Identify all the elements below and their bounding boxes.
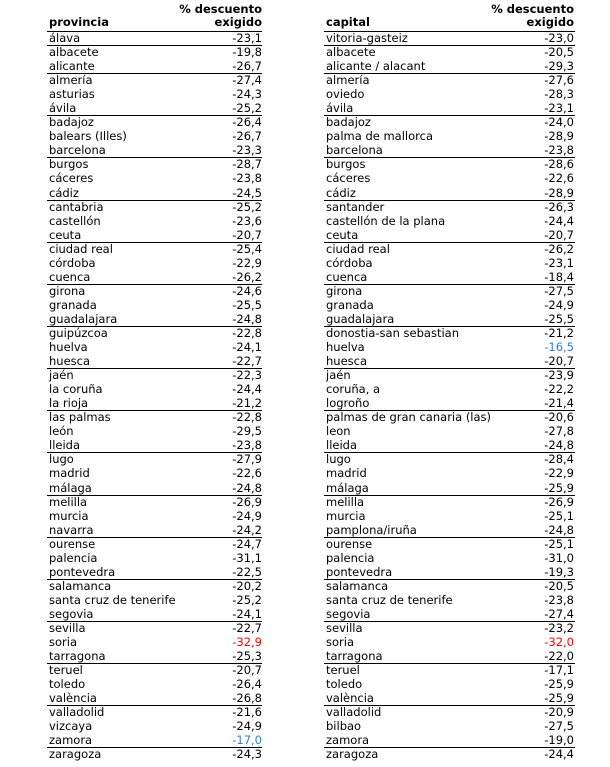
capital-cell: ceuta (326, 227, 359, 242)
provincia-cell: albacete (49, 45, 99, 60)
capital-cell: valladolid (326, 705, 382, 720)
pct-capital-cell: -24,8 (544, 438, 574, 453)
pct-capital-cell: -23,2 (544, 620, 574, 635)
table-row (0, 509, 610, 523)
pct-capital-cell: -19,0 (544, 733, 574, 748)
provincia-cell: vizcaya (49, 719, 93, 734)
pct-provincia-cell: -25,5 (232, 297, 262, 312)
table-row (0, 607, 610, 621)
capital-cell: alicante / alacant (326, 59, 426, 74)
provincia-cell: ceuta (49, 227, 82, 242)
pct-provincia-cell: -22,8 (232, 410, 262, 425)
capital-cell: teruel (326, 663, 360, 678)
pct-provincia-cell: -20,7 (232, 663, 262, 678)
capital-cell: pontevedra (326, 564, 393, 579)
provincia-cell: murcia (49, 508, 89, 523)
pct-provincia-cell: -26,8 (232, 691, 262, 706)
pct-capital-cell: -24,4 (544, 747, 574, 762)
pct-capital-cell: -24,9 (544, 297, 574, 312)
capital-cell: huelva (326, 340, 365, 355)
capital-cell: granada (326, 297, 374, 312)
header-capital: capital (326, 15, 370, 29)
provincia-cell: ourense (49, 536, 96, 551)
provincia-cell: ávila (49, 101, 77, 116)
table-row (0, 410, 610, 424)
pct-capital-cell: -22,2 (544, 382, 574, 397)
provincia-cell: almería (49, 73, 93, 88)
capital-cell: segovia (326, 606, 371, 621)
capital-cell: zamora (326, 733, 370, 748)
pct-provincia-cell: -28,7 (232, 157, 262, 172)
pct-provincia-cell: -24,8 (232, 311, 262, 326)
provincia-cell: teruel (49, 663, 83, 678)
pct-capital-cell: -16,5 (544, 340, 574, 355)
pct-capital-cell: -31,0 (544, 550, 574, 565)
pct-capital-cell: -25,9 (544, 677, 574, 692)
pct-capital-cell: -28,9 (544, 185, 574, 200)
pct-capital-cell: -20,5 (544, 45, 574, 60)
pct-provincia-cell: -20,2 (232, 578, 262, 593)
table-row (0, 143, 610, 157)
provincia-cell: león (49, 424, 74, 439)
provincia-cell: asturias (49, 87, 95, 102)
pct-provincia-cell: -19,8 (232, 45, 262, 60)
provincia-cell: málaga (49, 480, 92, 495)
table-row (0, 312, 610, 326)
table-row (0, 101, 610, 115)
pct-provincia-cell: -22,8 (232, 325, 262, 340)
pct-provincia-cell: -29,5 (232, 424, 262, 439)
capital-cell: lugo (326, 452, 351, 467)
pct-capital-cell: -23,1 (544, 101, 574, 116)
table-row (0, 621, 610, 635)
capital-cell: donostia-san sebastian (326, 325, 459, 340)
pct-capital-cell: -24,0 (544, 115, 574, 130)
provincia-cell: la rioja (49, 396, 89, 411)
provincia-cell: segovia (49, 606, 94, 621)
pct-provincia-cell: -22,3 (232, 368, 262, 383)
provincia-cell: badajoz (49, 115, 94, 130)
table-row (0, 59, 610, 73)
table-row (0, 705, 610, 719)
pct-provincia-cell: -23,8 (232, 438, 262, 453)
pct-provincia-cell: -26,7 (232, 129, 262, 144)
pct-capital-cell: -25,9 (544, 480, 574, 495)
capital-cell: zaragoza (326, 747, 379, 762)
table-row (0, 354, 610, 368)
pct-capital-cell: -22,9 (544, 466, 574, 481)
pct-provincia-cell: -24,2 (232, 522, 262, 537)
provincia-cell: zamora (49, 733, 93, 748)
header-pct-provincia-line2: exigido (214, 15, 262, 29)
pct-capital-cell: -22,6 (544, 171, 574, 186)
capital-cell: palmas de gran canaria (las) (326, 410, 492, 425)
pct-capital-cell: -17,1 (544, 663, 574, 678)
table-row (0, 214, 610, 228)
table-row (0, 45, 610, 59)
table-row (0, 635, 610, 649)
table-row (0, 523, 610, 537)
capital-cell: soria (326, 635, 354, 650)
pct-provincia-cell: -24,9 (232, 508, 262, 523)
pct-capital-cell: -26,2 (544, 241, 574, 256)
table-row (0, 200, 610, 214)
capital-cell: santa cruz de tenerife (326, 592, 453, 607)
capital-cell: cáceres (326, 171, 371, 186)
table-row (0, 340, 610, 354)
pct-capital-cell: -20,7 (544, 354, 574, 369)
pct-provincia-cell: -26,4 (232, 677, 262, 692)
capital-cell: córdoba (326, 255, 373, 270)
pct-capital-cell: -27,5 (544, 719, 574, 734)
provincia-cell: ciudad real (49, 241, 113, 256)
provincia-cell: castellón (49, 213, 101, 228)
provincia-cell: melilla (49, 494, 88, 509)
provincia-cell: palencia (49, 550, 98, 565)
pct-capital-cell: -27,6 (544, 73, 574, 88)
pct-provincia-cell: -22,5 (232, 564, 262, 579)
table-row (0, 129, 610, 143)
capital-cell: ourense (326, 536, 373, 551)
capital-cell: pamplona/iruña (326, 522, 417, 537)
pct-capital-cell: -28,9 (544, 129, 574, 144)
table-row (0, 73, 610, 87)
capital-cell: almería (326, 73, 370, 88)
capital-cell: santander (326, 199, 385, 214)
provincia-cell: burgos (49, 157, 89, 172)
capital-cell: ávila (326, 101, 354, 116)
capital-cell: coruña, a (326, 382, 381, 397)
provincia-cell: granada (49, 297, 97, 312)
table-row (0, 593, 610, 607)
pct-capital-cell: -27,8 (544, 424, 574, 439)
pct-capital-cell: -22,0 (544, 649, 574, 664)
table-row (0, 87, 610, 101)
pct-capital-cell: -24,8 (544, 522, 574, 537)
provincia-cell: lugo (49, 452, 74, 467)
table-row (0, 270, 610, 284)
pct-capital-cell: -28,4 (544, 452, 574, 467)
provincia-cell: la coruña (49, 382, 103, 397)
provincia-cell: barcelona (49, 143, 106, 158)
pct-capital-cell: -29,3 (544, 59, 574, 74)
pct-provincia-cell: -24,3 (232, 87, 262, 102)
pct-capital-cell: -23,1 (544, 255, 574, 270)
table-row (0, 242, 610, 256)
table-row (0, 537, 610, 551)
capital-cell: tarragona (326, 649, 383, 664)
pct-provincia-cell: -27,9 (232, 452, 262, 467)
capital-cell: melilla (326, 494, 365, 509)
provincia-cell: huelva (49, 340, 88, 355)
table-row (0, 368, 610, 382)
pct-provincia-cell: -22,6 (232, 466, 262, 481)
capital-cell: toledo (326, 677, 363, 692)
provincia-cell: soria (49, 635, 77, 650)
table-header (0, 0, 610, 31)
pct-capital-cell: -26,3 (544, 199, 574, 214)
pct-capital-cell: -23,8 (544, 143, 574, 158)
provincia-cell: alicante (49, 59, 95, 74)
pct-capital-cell: -28,6 (544, 157, 574, 172)
table-row (0, 677, 610, 691)
capital-cell: bilbao (326, 719, 362, 734)
table-row (0, 466, 610, 480)
table-row (0, 691, 610, 705)
pct-provincia-cell: -23,6 (232, 213, 262, 228)
table-row (0, 452, 610, 466)
capital-cell: burgos (326, 157, 366, 172)
provincia-cell: córdoba (49, 255, 96, 270)
pct-capital-cell: -20,9 (544, 705, 574, 720)
table-row (0, 396, 610, 410)
pct-provincia-cell: -20,7 (232, 227, 262, 242)
provincia-cell: cáceres (49, 171, 94, 186)
capital-cell: cádiz (326, 185, 356, 200)
table-row (0, 438, 610, 452)
provincia-cell: balears (Illes) (49, 129, 127, 144)
pct-capital-cell: -25,9 (544, 691, 574, 706)
table-row (0, 733, 610, 747)
pct-capital-cell: -19,3 (544, 564, 574, 579)
table-row (0, 565, 610, 579)
pct-provincia-cell: -25,3 (232, 649, 262, 664)
provincia-cell: girona (49, 283, 86, 298)
pct-capital-cell: -20,5 (544, 578, 574, 593)
pct-capital-cell: -21,4 (544, 396, 574, 411)
header-pct-capital-line1: % descuento (491, 2, 574, 16)
capital-cell: vitoria-gasteiz (326, 31, 408, 45)
capital-cell: ciudad real (326, 241, 390, 256)
table-row (0, 481, 610, 495)
provincia-cell: guadalajara (49, 311, 118, 326)
header-pct-capital (460, 3, 574, 29)
pct-provincia-cell: -26,2 (232, 269, 262, 284)
pct-provincia-cell: -25,2 (232, 592, 262, 607)
table-row (0, 382, 610, 396)
pct-capital-cell: -20,6 (544, 410, 574, 425)
table-row (0, 747, 610, 761)
provincia-cell: cuenca (49, 269, 91, 284)
pct-provincia-cell: -24,7 (232, 536, 262, 551)
capital-cell: valència (326, 691, 374, 706)
table-row (0, 171, 610, 185)
provincia-cell: zaragoza (49, 747, 102, 762)
table-body (0, 31, 610, 761)
capital-cell: oviedo (326, 87, 365, 102)
provincia-cell: cantabria (49, 199, 104, 214)
pct-provincia-cell: -21,6 (232, 705, 262, 720)
table-row (0, 256, 610, 270)
provincia-cell: las palmas (49, 410, 111, 425)
capital-cell: logroño (326, 396, 370, 411)
pct-capital-cell: -24,4 (544, 213, 574, 228)
provincia-cell: huesca (49, 354, 91, 369)
capital-cell: castellón de la plana (326, 213, 446, 228)
table-row (0, 115, 610, 129)
table-row (0, 579, 610, 593)
provincia-cell: álava (49, 31, 81, 45)
pct-provincia-cell: -21,2 (232, 396, 262, 411)
provincia-cell: valladolid (49, 705, 105, 720)
table-row (0, 719, 610, 733)
provincia-cell: santa cruz de tenerife (49, 592, 176, 607)
table-row (0, 298, 610, 312)
table-row (0, 157, 610, 171)
table-row (0, 424, 610, 438)
pct-provincia-cell: -24,4 (232, 382, 262, 397)
pct-provincia-cell: -25,2 (232, 101, 262, 116)
pct-provincia-cell: -25,2 (232, 199, 262, 214)
capital-cell: madrid (326, 466, 367, 481)
provincia-cell: pontevedra (49, 564, 116, 579)
provincia-cell: madrid (49, 466, 90, 481)
capital-cell: huesca (326, 354, 368, 369)
header-provincia: provincia (49, 15, 109, 29)
table-row (0, 551, 610, 565)
pct-provincia-cell: -23,1 (232, 31, 262, 45)
pct-capital-cell: -25,5 (544, 311, 574, 326)
pct-provincia-cell: -23,3 (232, 143, 262, 158)
pct-capital-cell: -23,8 (544, 592, 574, 607)
pct-capital-cell: -23,0 (544, 31, 574, 45)
table-row (0, 663, 610, 677)
pct-capital-cell: -27,5 (544, 283, 574, 298)
pct-provincia-cell: -24,9 (232, 719, 262, 734)
table-row (0, 284, 610, 298)
table-row (0, 228, 610, 242)
capital-cell: jaén (326, 368, 351, 383)
pct-provincia-cell: -26,7 (232, 59, 262, 74)
pct-provincia-cell: -31,1 (232, 550, 262, 565)
pct-capital-cell: -25,1 (544, 536, 574, 551)
pct-provincia-cell: -24,5 (232, 185, 262, 200)
provincia-cell: salamanca (49, 578, 112, 593)
capital-cell: sevilla (326, 620, 363, 635)
capital-cell: badajoz (326, 115, 371, 130)
pct-provincia-cell: -24,6 (232, 283, 262, 298)
capital-cell: albacete (326, 45, 376, 60)
pct-capital-cell: -25,1 (544, 508, 574, 523)
header-pct-provincia (150, 3, 262, 29)
header-pct-provincia-line1: % descuento (179, 2, 262, 16)
table-row (0, 495, 610, 509)
pct-capital-cell: -27,4 (544, 606, 574, 621)
pct-provincia-cell: -24,1 (232, 606, 262, 621)
pct-provincia-cell: -26,4 (232, 115, 262, 130)
pct-capital-cell: -20,7 (544, 227, 574, 242)
table-row (0, 326, 610, 340)
table-row (0, 186, 610, 200)
pct-provincia-cell: -22,7 (232, 620, 262, 635)
provincia-cell: navarra (49, 522, 94, 537)
provincia-cell: valència (49, 691, 97, 706)
capital-cell: guadalajara (326, 311, 395, 326)
provincia-cell: toledo (49, 677, 86, 692)
capital-cell: palma de mallorca (326, 129, 433, 144)
header-pct-capital-line2: exigido (526, 15, 574, 29)
capital-cell: girona (326, 283, 363, 298)
pct-provincia-cell: -24,8 (232, 480, 262, 495)
provincia-cell: lleida (49, 438, 81, 453)
pct-capital-cell: -28,3 (544, 87, 574, 102)
pct-provincia-cell: -22,7 (232, 354, 262, 369)
capital-cell: salamanca (326, 578, 389, 593)
pct-capital-cell: -23,9 (544, 368, 574, 383)
table-row (0, 31, 610, 45)
pct-provincia-cell: -23,8 (232, 171, 262, 186)
provincia-cell: tarragona (49, 649, 106, 664)
pct-provincia-cell: -27,4 (232, 73, 262, 88)
capital-cell: cuenca (326, 269, 368, 284)
capital-cell: málaga (326, 480, 369, 495)
pct-provincia-cell: -24,3 (232, 747, 262, 762)
capital-cell: palencia (326, 550, 375, 565)
provincia-cell: sevilla (49, 620, 86, 635)
capital-cell: barcelona (326, 143, 383, 158)
pct-provincia-cell: -25,4 (232, 241, 262, 256)
pct-capital-cell: -32,0 (544, 635, 574, 650)
pct-provincia-cell: -26,9 (232, 494, 262, 509)
pct-provincia-cell: -22,9 (232, 255, 262, 270)
capital-cell: murcia (326, 508, 366, 523)
provincia-cell: cádiz (49, 185, 79, 200)
pct-provincia-cell: -32,9 (232, 635, 262, 650)
pct-provincia-cell: -24,1 (232, 340, 262, 355)
pct-capital-cell: -26,9 (544, 494, 574, 509)
provincia-cell: jaén (49, 368, 74, 383)
pct-capital-cell: -18,4 (544, 269, 574, 284)
provincia-cell: guipúzcoa (49, 325, 108, 340)
table-row (0, 649, 610, 663)
capital-cell: lleida (326, 438, 358, 453)
capital-cell: leon (326, 424, 351, 439)
pct-provincia-cell: -17,0 (232, 733, 262, 748)
pct-capital-cell: -21,2 (544, 325, 574, 340)
